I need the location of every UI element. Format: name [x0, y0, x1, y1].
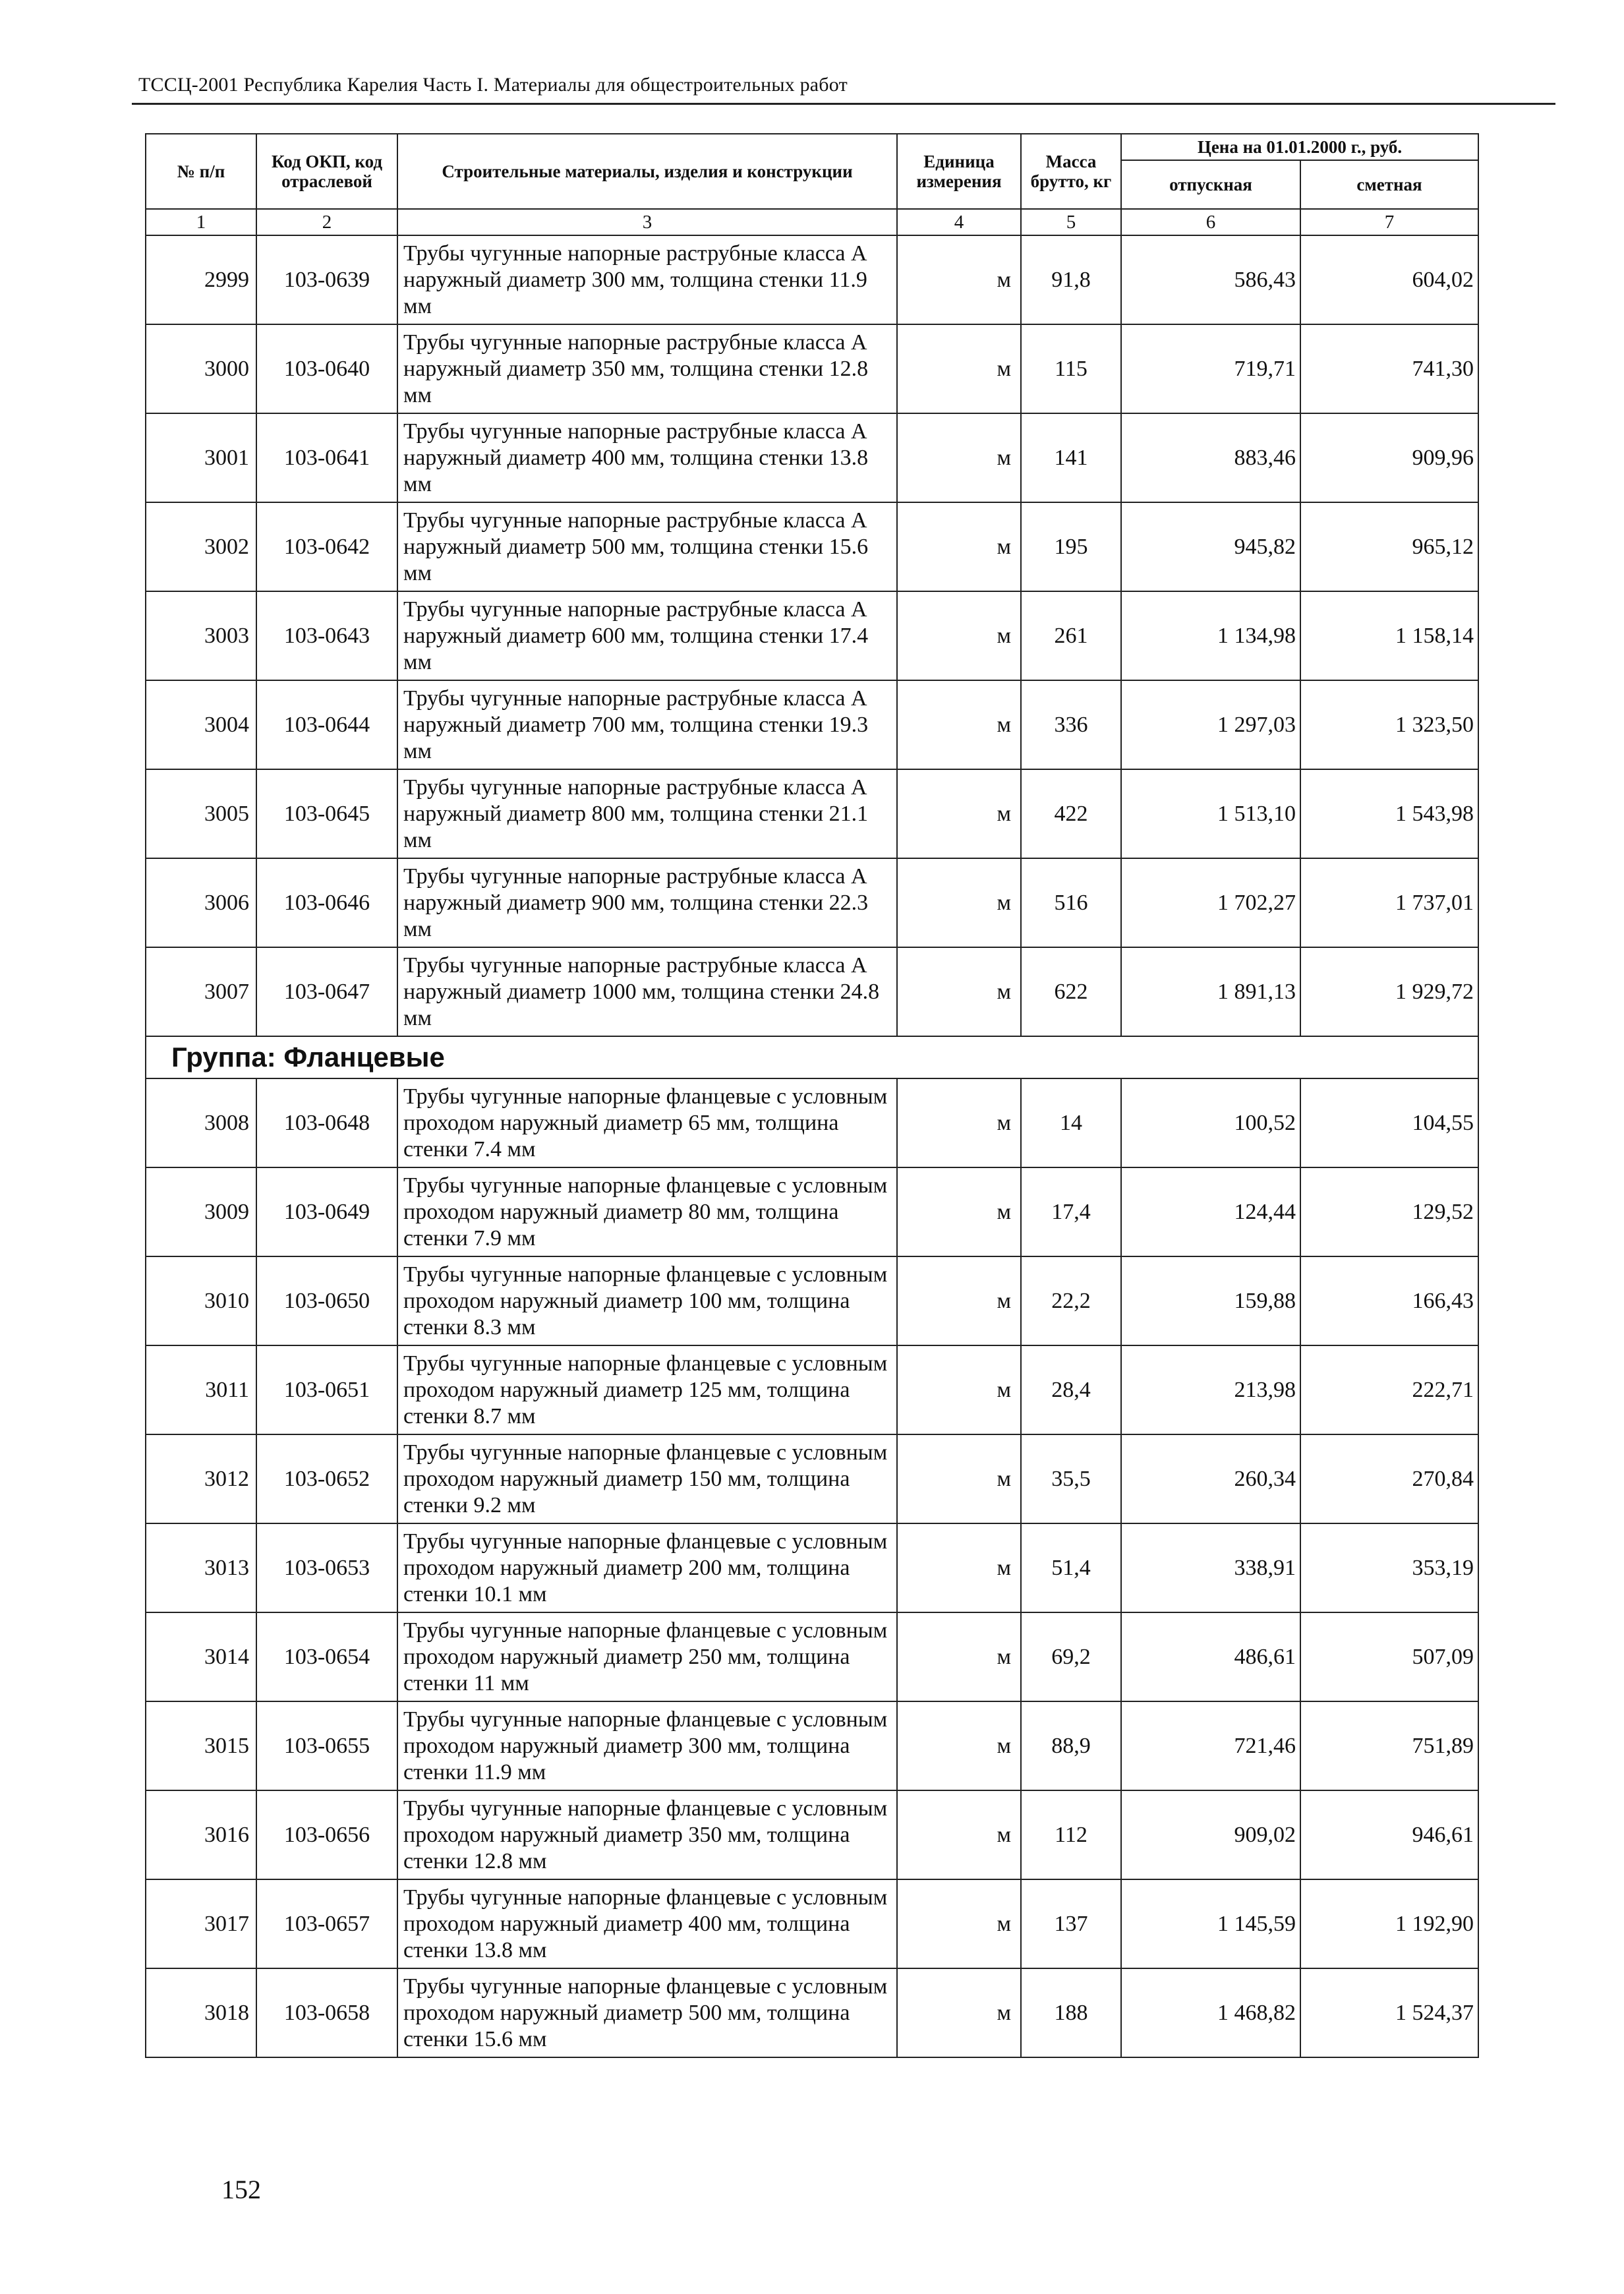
cell-price-release: 213,98	[1121, 1345, 1300, 1434]
table-row	[146, 1523, 1478, 1612]
table-row	[146, 1078, 1478, 1167]
cell-unit: м	[897, 769, 1021, 858]
table-row	[146, 502, 1478, 591]
cell-num: 3000	[146, 324, 256, 413]
table-row	[146, 235, 1478, 324]
cell-code: 103-0649	[256, 1167, 397, 1256]
table-header	[146, 134, 1478, 235]
table-row	[146, 1612, 1478, 1701]
header-price-group: Цена на 01.01.2000 г., руб.	[1121, 134, 1478, 160]
table-row	[146, 1968, 1478, 2057]
cell-price-estimate: 129,52	[1300, 1167, 1478, 1256]
table-row	[146, 769, 1478, 858]
cell-num: 3016	[146, 1790, 256, 1879]
cell-name: Трубы чугунные напорные фланцевые с условным проходом наружный диаметр 100 мм, толщина стенки 8.3 мм	[397, 1256, 897, 1345]
cell-price-release: 338,91	[1121, 1523, 1300, 1612]
cell-unit: м	[897, 1167, 1021, 1256]
cell-name: Трубы чугунные напорные раструбные класса А наружный диаметр 700 мм, толщина стенки 19.3 мм	[397, 680, 897, 769]
cell-unit: м	[897, 1434, 1021, 1523]
cell-mass: 115	[1021, 324, 1121, 413]
cell-price-release: 1 145,59	[1121, 1879, 1300, 1968]
cell-price-release: 1 702,27	[1121, 858, 1300, 947]
cell-price-release: 945,82	[1121, 502, 1300, 591]
cell-name: Трубы чугунные напорные раструбные класса А наружный диаметр 300 мм, толщина стенки 11.9 мм	[397, 235, 897, 324]
cell-price-estimate: 741,30	[1300, 324, 1478, 413]
cell-mass: 336	[1021, 680, 1121, 769]
cell-price-estimate: 1 929,72	[1300, 947, 1478, 1036]
cell-unit: м	[897, 413, 1021, 502]
header-rule	[132, 103, 1555, 105]
cell-unit: м	[897, 1968, 1021, 2057]
cell-name: Трубы чугунные напорные фланцевые с условным проходом наружный диаметр 300 мм, толщина стенки 11.9 мм	[397, 1701, 897, 1790]
cell-unit: м	[897, 502, 1021, 591]
cell-unit: м	[897, 324, 1021, 413]
cell-unit: м	[897, 591, 1021, 680]
header-name: Строительные материалы, изделия и конструкции	[397, 134, 897, 209]
cell-num: 3005	[146, 769, 256, 858]
cell-price-estimate: 965,12	[1300, 502, 1478, 591]
cell-price-estimate: 604,02	[1300, 235, 1478, 324]
cell-mass: 195	[1021, 502, 1121, 591]
cell-unit: м	[897, 680, 1021, 769]
cell-num: 3002	[146, 502, 256, 591]
cell-name: Трубы чугунные напорные раструбные класса А наружный диаметр 900 мм, толщина стенки 22.3 мм	[397, 858, 897, 947]
cell-num: 3013	[146, 1523, 256, 1612]
cell-unit: м	[897, 1701, 1021, 1790]
cell-code: 103-0641	[256, 413, 397, 502]
cell-name: Трубы чугунные напорные раструбные класса А наружный диаметр 600 мм, толщина стенки 17.4 мм	[397, 591, 897, 680]
cell-unit: м	[897, 1523, 1021, 1612]
cell-price-estimate: 751,89	[1300, 1701, 1478, 1790]
cell-num: 3012	[146, 1434, 256, 1523]
cell-code: 103-0640	[256, 324, 397, 413]
cell-price-release: 1 891,13	[1121, 947, 1300, 1036]
cell-price-estimate: 1 737,01	[1300, 858, 1478, 947]
cell-price-estimate: 946,61	[1300, 1790, 1478, 1879]
group-label: Группа: Фланцевые	[146, 1036, 1478, 1078]
table-row	[146, 1879, 1478, 1968]
cell-mass: 188	[1021, 1968, 1121, 2057]
table-row	[146, 591, 1478, 680]
cell-num: 3017	[146, 1879, 256, 1968]
column-number: 3	[397, 209, 897, 235]
cell-price-release: 721,46	[1121, 1701, 1300, 1790]
table-row	[146, 324, 1478, 413]
table-row	[146, 1167, 1478, 1256]
cell-mass: 516	[1021, 858, 1121, 947]
cell-mass: 14	[1021, 1078, 1121, 1167]
cell-name: Трубы чугунные напорные фланцевые с условным проходом наружный диаметр 250 мм, толщина стенки 11 мм	[397, 1612, 897, 1701]
header-num: № п/п	[146, 134, 256, 209]
cell-unit: м	[897, 1612, 1021, 1701]
cell-price-estimate: 1 192,90	[1300, 1879, 1478, 1968]
cell-name: Трубы чугунные напорные фланцевые с условным проходом наружный диаметр 125 мм, толщина стенки 8.7 мм	[397, 1345, 897, 1434]
cell-price-estimate: 1 543,98	[1300, 769, 1478, 858]
cell-name: Трубы чугунные напорные фланцевые с условным проходом наружный диаметр 400 мм, толщина стенки 13.8 мм	[397, 1879, 897, 1968]
cell-unit: м	[897, 947, 1021, 1036]
cell-unit: м	[897, 858, 1021, 947]
cell-name: Трубы чугунные напорные фланцевые с условным проходом наружный диаметр 65 мм, толщина стенки 7.4 мм	[397, 1078, 897, 1167]
cell-unit: м	[897, 1879, 1021, 1968]
cell-price-estimate: 166,43	[1300, 1256, 1478, 1345]
cell-unit: м	[897, 235, 1021, 324]
cell-code: 103-0645	[256, 769, 397, 858]
cell-mass: 35,5	[1021, 1434, 1121, 1523]
cell-name: Трубы чугунные напорные раструбные класса А наружный диаметр 350 мм, толщина стенки 12.8 мм	[397, 324, 897, 413]
column-number-row	[146, 209, 1478, 235]
cell-price-release: 1 297,03	[1121, 680, 1300, 769]
column-number: 2	[256, 209, 397, 235]
table-row	[146, 680, 1478, 769]
cell-unit: м	[897, 1078, 1021, 1167]
column-number: 4	[897, 209, 1021, 235]
cell-num: 3004	[146, 680, 256, 769]
cell-num: 3018	[146, 1968, 256, 2057]
cell-price-release: 1 134,98	[1121, 591, 1300, 680]
cell-num: 3007	[146, 947, 256, 1036]
table-row	[146, 1790, 1478, 1879]
price-table	[145, 133, 1479, 2058]
cell-code: 103-0656	[256, 1790, 397, 1879]
cell-code: 103-0646	[256, 858, 397, 947]
cell-mass: 622	[1021, 947, 1121, 1036]
table-row	[146, 1434, 1478, 1523]
cell-name: Трубы чугунные напорные фланцевые с условным проходом наружный диаметр 200 мм, толщина стенки 10.1 мм	[397, 1523, 897, 1612]
cell-num: 3008	[146, 1078, 256, 1167]
cell-unit: м	[897, 1345, 1021, 1434]
cell-price-estimate: 1 323,50	[1300, 680, 1478, 769]
cell-mass: 51,4	[1021, 1523, 1121, 1612]
column-number: 6	[1121, 209, 1300, 235]
header-mass: Масса брутто, кг	[1021, 134, 1121, 209]
cell-mass: 22,2	[1021, 1256, 1121, 1345]
cell-num: 3003	[146, 591, 256, 680]
cell-code: 103-0653	[256, 1523, 397, 1612]
cell-price-release: 586,43	[1121, 235, 1300, 324]
cell-price-estimate: 222,71	[1300, 1345, 1478, 1434]
cell-code: 103-0642	[256, 502, 397, 591]
cell-price-estimate: 507,09	[1300, 1612, 1478, 1701]
cell-code: 103-0643	[256, 591, 397, 680]
cell-name: Трубы чугунные напорные фланцевые с условным проходом наружный диаметр 350 мм, толщина стенки 12.8 мм	[397, 1790, 897, 1879]
cell-mass: 17,4	[1021, 1167, 1121, 1256]
cell-name: Трубы чугунные напорные фланцевые с условным проходом наружный диаметр 500 мм, толщина стенки 15.6 мм	[397, 1968, 897, 2057]
cell-num: 3010	[146, 1256, 256, 1345]
header-unit: Единица измерения	[897, 134, 1021, 209]
table-row	[146, 1256, 1478, 1345]
cell-mass: 88,9	[1021, 1701, 1121, 1790]
cell-price-estimate: 353,19	[1300, 1523, 1478, 1612]
cell-mass: 112	[1021, 1790, 1121, 1879]
header-price-release: отпускная	[1121, 160, 1300, 209]
cell-code: 103-0652	[256, 1434, 397, 1523]
cell-price-release: 909,02	[1121, 1790, 1300, 1879]
cell-price-estimate: 1 524,37	[1300, 1968, 1478, 2057]
cell-name: Трубы чугунные напорные фланцевые с условным проходом наружный диаметр 80 мм, толщина стенки 7.9 мм	[397, 1167, 897, 1256]
cell-unit: м	[897, 1790, 1021, 1879]
cell-price-estimate: 1 158,14	[1300, 591, 1478, 680]
cell-name: Трубы чугунные напорные фланцевые с условным проходом наружный диаметр 150 мм, толщина стенки 9.2 мм	[397, 1434, 897, 1523]
cell-price-release: 159,88	[1121, 1256, 1300, 1345]
cell-code: 103-0644	[256, 680, 397, 769]
table-row	[146, 1701, 1478, 1790]
page-number: 152	[221, 2175, 261, 2204]
cell-code: 103-0655	[256, 1701, 397, 1790]
cell-price-release: 719,71	[1121, 324, 1300, 413]
cell-num: 3001	[146, 413, 256, 502]
cell-price-release: 1 513,10	[1121, 769, 1300, 858]
table-row	[146, 858, 1478, 947]
running-header: ТССЦ-2001 Республика Карелия Часть I. Материалы для общестроительных работ	[138, 74, 848, 96]
cell-price-estimate: 909,96	[1300, 413, 1478, 502]
cell-num: 3009	[146, 1167, 256, 1256]
cell-mass: 141	[1021, 413, 1121, 502]
table-body-a	[146, 235, 1478, 1036]
table-row	[146, 947, 1478, 1036]
table-row	[146, 1345, 1478, 1434]
cell-name: Трубы чугунные напорные раструбные класса А наружный диаметр 500 мм, толщина стенки 15.6 мм	[397, 502, 897, 591]
table-row	[146, 413, 1478, 502]
cell-price-release: 100,52	[1121, 1078, 1300, 1167]
cell-mass: 91,8	[1021, 235, 1121, 324]
column-number: 5	[1021, 209, 1121, 235]
cell-price-release: 124,44	[1121, 1167, 1300, 1256]
cell-price-estimate: 270,84	[1300, 1434, 1478, 1523]
cell-code: 103-0658	[256, 1968, 397, 2057]
cell-code: 103-0654	[256, 1612, 397, 1701]
cell-code: 103-0651	[256, 1345, 397, 1434]
cell-unit: м	[897, 1256, 1021, 1345]
header-code: Код ОКП, код отраслевой	[256, 134, 397, 209]
cell-code: 103-0639	[256, 235, 397, 324]
cell-mass: 28,4	[1021, 1345, 1121, 1434]
cell-price-release: 883,46	[1121, 413, 1300, 502]
cell-name: Трубы чугунные напорные раструбные класса А наружный диаметр 800 мм, толщина стенки 21.1 мм	[397, 769, 897, 858]
cell-price-release: 1 468,82	[1121, 1968, 1300, 2057]
column-number: 7	[1300, 209, 1478, 235]
cell-code: 103-0650	[256, 1256, 397, 1345]
cell-code: 103-0647	[256, 947, 397, 1036]
cell-mass: 422	[1021, 769, 1121, 858]
column-number: 1	[146, 209, 256, 235]
cell-num: 3015	[146, 1701, 256, 1790]
cell-code: 103-0648	[256, 1078, 397, 1167]
cell-name: Трубы чугунные напорные раструбные класса А наружный диаметр 400 мм, толщина стенки 13.8 мм	[397, 413, 897, 502]
table-body-b	[146, 1078, 1478, 2057]
cell-mass: 69,2	[1021, 1612, 1121, 1701]
cell-code: 103-0657	[256, 1879, 397, 1968]
cell-mass: 137	[1021, 1879, 1121, 1968]
cell-price-release: 260,34	[1121, 1434, 1300, 1523]
cell-name: Трубы чугунные напорные раструбные класса А наружный диаметр 1000 мм, толщина стенки 24.8 мм	[397, 947, 897, 1036]
cell-num: 3014	[146, 1612, 256, 1701]
cell-price-release: 486,61	[1121, 1612, 1300, 1701]
cell-price-estimate: 104,55	[1300, 1078, 1478, 1167]
group-row	[146, 1036, 1478, 1078]
group-section	[146, 1036, 1478, 1078]
cell-num: 2999	[146, 235, 256, 324]
header-price-estimate: сметная	[1300, 160, 1478, 209]
cell-num: 3006	[146, 858, 256, 947]
cell-num: 3011	[146, 1345, 256, 1434]
cell-mass: 261	[1021, 591, 1121, 680]
